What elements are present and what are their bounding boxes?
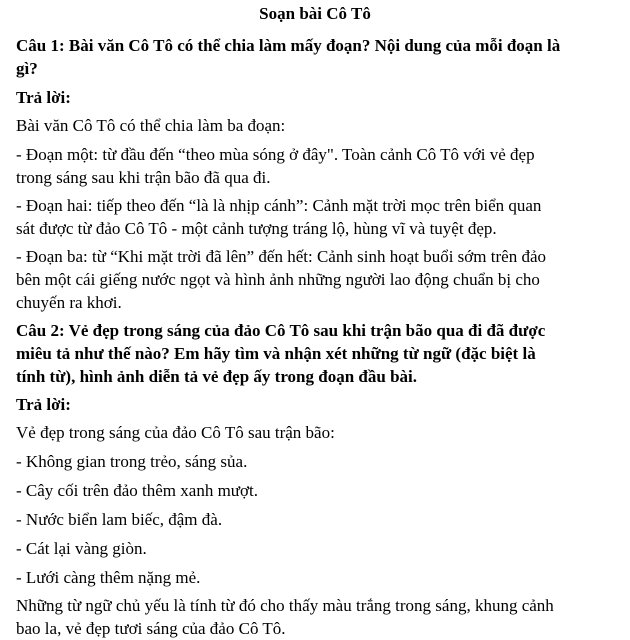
answer-1-intro: Bài văn Cô Tô có thể chia làm ba đoạn: — [16, 116, 286, 135]
question-1-line-1: Câu 1: Bài văn Cô Tô có thể chia làm mấy đoạn? Nội dung của mỗi đoạn là — [16, 36, 561, 55]
answer-2-item-1: - Không gian trong trẻo, sáng sủa. — [16, 452, 248, 471]
answer-2-intro: Vẻ đẹp trong sáng của đảo Cô Tô sau trận bão: — [16, 423, 335, 442]
section-1-line-1: - Đoạn một: từ đầu đến “theo mùa sóng ở đây". Toàn cảnh Cô Tô với vẻ đẹp — [16, 145, 535, 164]
question-2-line-1: Câu 2: Vẻ đẹp trong sáng của đảo Cô Tô sau khi trận bão qua đi đã được — [16, 321, 546, 340]
answer-2-heading: Trả lời: — [16, 395, 71, 414]
conclusion-line-2: bao la, vẻ đẹp tươi sáng của đảo Cô Tô. — [16, 619, 286, 638]
section-3-line-2: bên một cái giếng nước ngọt và hình ảnh những người lao động chuẩn bị cho — [16, 270, 540, 289]
section-1-line-2: trong sáng sau khi trận bão đã qua đi. — [16, 168, 271, 187]
answer-1-heading: Trả lời: — [16, 88, 71, 107]
answer-2-item-3: - Nước biển lam biếc, đậm đà. — [16, 510, 223, 529]
section-3-line-3: chuyến ra khơi. — [16, 293, 122, 312]
question-1-line-2: gì? — [16, 59, 38, 78]
answer-2-item-4: - Cát lại vàng giòn. — [16, 539, 147, 558]
question-2-line-2: miêu tả như thế nào? Em hãy tìm và nhận xét những từ ngữ (đặc biệt là — [16, 344, 536, 363]
document-title: Soạn bài Cô Tô — [259, 4, 371, 23]
section-2-line-2: sát được từ đảo Cô Tô - một cảnh tượng tráng lộ, hùng vĩ và tuyệt đẹp. — [16, 219, 497, 238]
answer-2-item-2: - Cây cối trên đảo thêm xanh mượt. — [16, 481, 258, 500]
section-2-line-1: - Đoạn hai: tiếp theo đến “là là nhịp cánh”: Cảnh mặt trời mọc trên biển quan — [16, 196, 542, 215]
section-3-line-1: - Đoạn ba: từ “Khi mặt trời đã lên” đến hết: Cảnh sinh hoạt buổi sớm trên đảo — [16, 247, 546, 266]
conclusion-line-1: Những từ ngữ chủ yếu là tính từ đó cho thấy màu trắng trong sáng, khung cảnh — [16, 596, 554, 615]
answer-2-item-5: - Lưới càng thêm nặng mẻ. — [16, 568, 201, 587]
question-2-line-3: tính từ), hình ảnh diễn tả vẻ đẹp ấy trong đoạn đầu bài. — [16, 367, 418, 386]
